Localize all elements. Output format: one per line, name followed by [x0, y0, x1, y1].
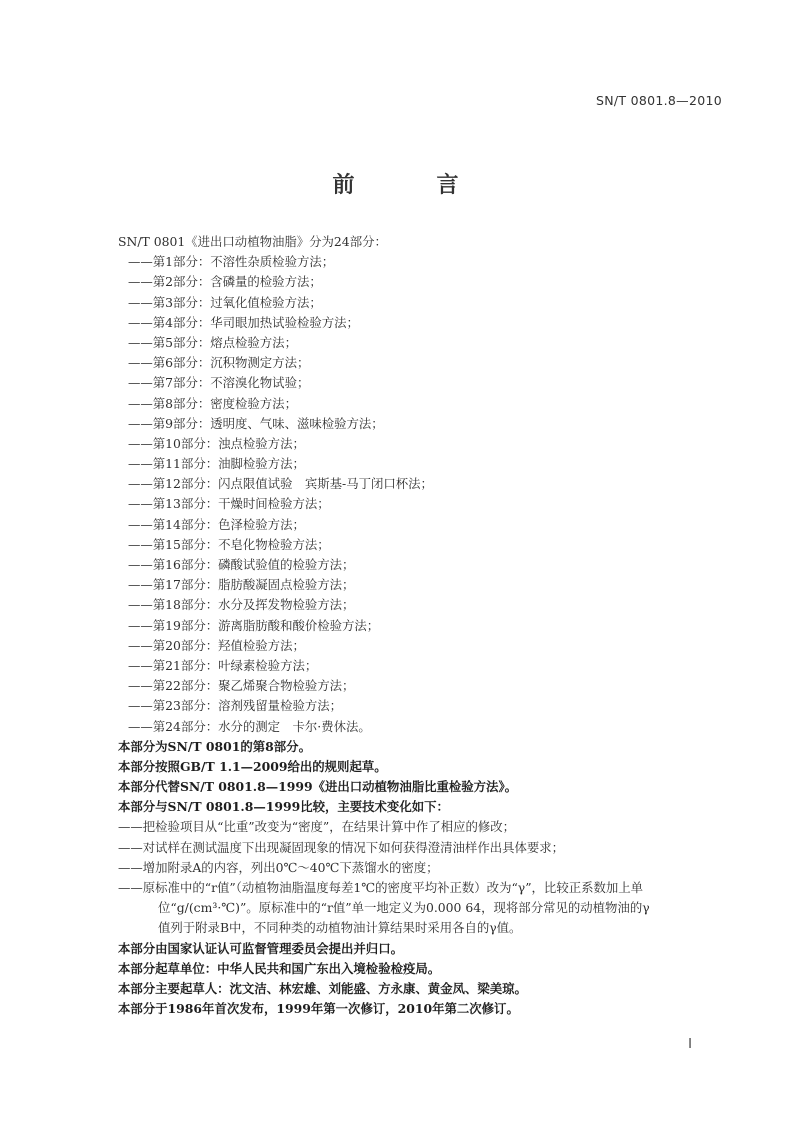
part-item: ——第15部分：不皂化物检验方法； [128, 536, 330, 552]
statements [118, 737, 722, 818]
part-item: ——第8部分：密度检验方法； [128, 395, 297, 411]
part-item: ——第10部分：浊点检验方法； [128, 435, 305, 451]
intro-line: SN/T 0801《进出口动植物油脂》分为24部分： [118, 234, 387, 249]
change-item-continuation: 位“g/(cm³·℃)”。原标准中的“r值”单一地定义为0.000 64，现将部分常见的动植物油的γ [158, 900, 650, 916]
document-code: SN/T 0801.8—2010 [596, 93, 722, 108]
part-item: ——第19部分：游离脂肪酸和酸价检验方法； [128, 617, 380, 633]
part-item: ——第2部分：含磷量的检验方法； [128, 274, 322, 290]
part-item: ——第23部分：溶剂残留量检验方法； [128, 698, 343, 714]
part-item: ——第18部分：水分及挥发物检验方法； [128, 597, 355, 613]
part-item: ——第5部分：熔点检验方法； [128, 334, 297, 350]
part-item: ——第6部分：沉积物测定方法； [128, 355, 310, 371]
part-item: ——第24部分：水分的测定 卡尔·费休法。 [128, 718, 371, 734]
page-title: 前 言 [332, 172, 489, 198]
part-item: ——第7部分：不溶溴化物试验； [128, 375, 310, 391]
part-item: ——第21部分：叶绿素检验方法； [128, 657, 318, 673]
part-item: ——第11部分：油脚检验方法； [128, 456, 305, 472]
change-item: ——把检验项目从“比重”改变为“密度”，在结果计算中作了相应的修改； [118, 819, 516, 835]
part-item: ——第3部分：过氧化值检验方法； [128, 294, 322, 310]
change-item: ——对试样在测试温度下出现凝固现象的情况下如何获得澄清油样作出具体要求； [118, 839, 565, 855]
parts-list [118, 252, 722, 737]
part-item: ——第13部分：干燥时间检验方法； [128, 496, 330, 512]
part-item: ——第22部分：聚乙烯聚合物检验方法； [128, 678, 355, 694]
changes-list [118, 817, 722, 938]
part-item: ——第1部分：不溶性杂质检验方法； [128, 254, 335, 270]
statement-line: 本部分代替SN/T 0801.8—1999《进出口动植物油脂比重检验方法》。 [118, 779, 518, 795]
change-item: ——增加附录A的内容，列出0℃～40℃下蒸馏水的密度； [118, 859, 439, 875]
foreword-body [118, 232, 722, 1019]
closing-line: 本部分主要起草人：沈文洁、林宏雄、刘能盛、方永康、黄金凤、梁美琼。 [118, 980, 527, 996]
part-item: ——第14部分：色泽检验方法； [128, 516, 305, 532]
closing-statements [118, 939, 722, 1020]
closing-line: 本部分于1986年首次发布，1999年第一次修订，2010年第二次修订。 [118, 1001, 519, 1017]
statement-line: 本部分为SN/T 0801的第8部分。 [118, 738, 311, 754]
part-item: ——第12部分：闪点限值试验 宾斯基-马丁闭口杯法； [128, 476, 433, 492]
part-item: ——第17部分：脂肪酸凝固点检验方法； [128, 577, 355, 593]
statement-line: 本部分按照GB/T 1.1—2009给出的规则起草。 [118, 758, 387, 774]
statement-line: 本部分与SN/T 0801.8—1999比较，主要技术变化如下： [118, 799, 449, 815]
closing-line: 本部分起草单位：中华人民共和国广东出入境检验检疫局。 [118, 960, 441, 976]
change-item: ——原标准中的“r值”（动植物油脂温度每差1℃的密度平均补正数）改为“γ”，比较正系数加上单 [118, 880, 644, 895]
part-item: ——第4部分：华司眼加热试验检验方法； [128, 314, 359, 330]
part-item: ——第9部分：透明度、气味、滋味检验方法； [128, 415, 384, 431]
part-item: ——第20部分：羟值检验方法； [128, 637, 305, 653]
closing-line: 本部分由国家认证认可监督管理委员会提出并归口。 [118, 940, 403, 956]
part-item: ——第16部分：磷酸试验值的检验方法； [128, 557, 355, 572]
change-item-continuation: 值列于附录B中，不同种类的动植物油计算结果时采用各自的γ值。 [158, 920, 522, 936]
page-number: I [688, 1037, 692, 1052]
